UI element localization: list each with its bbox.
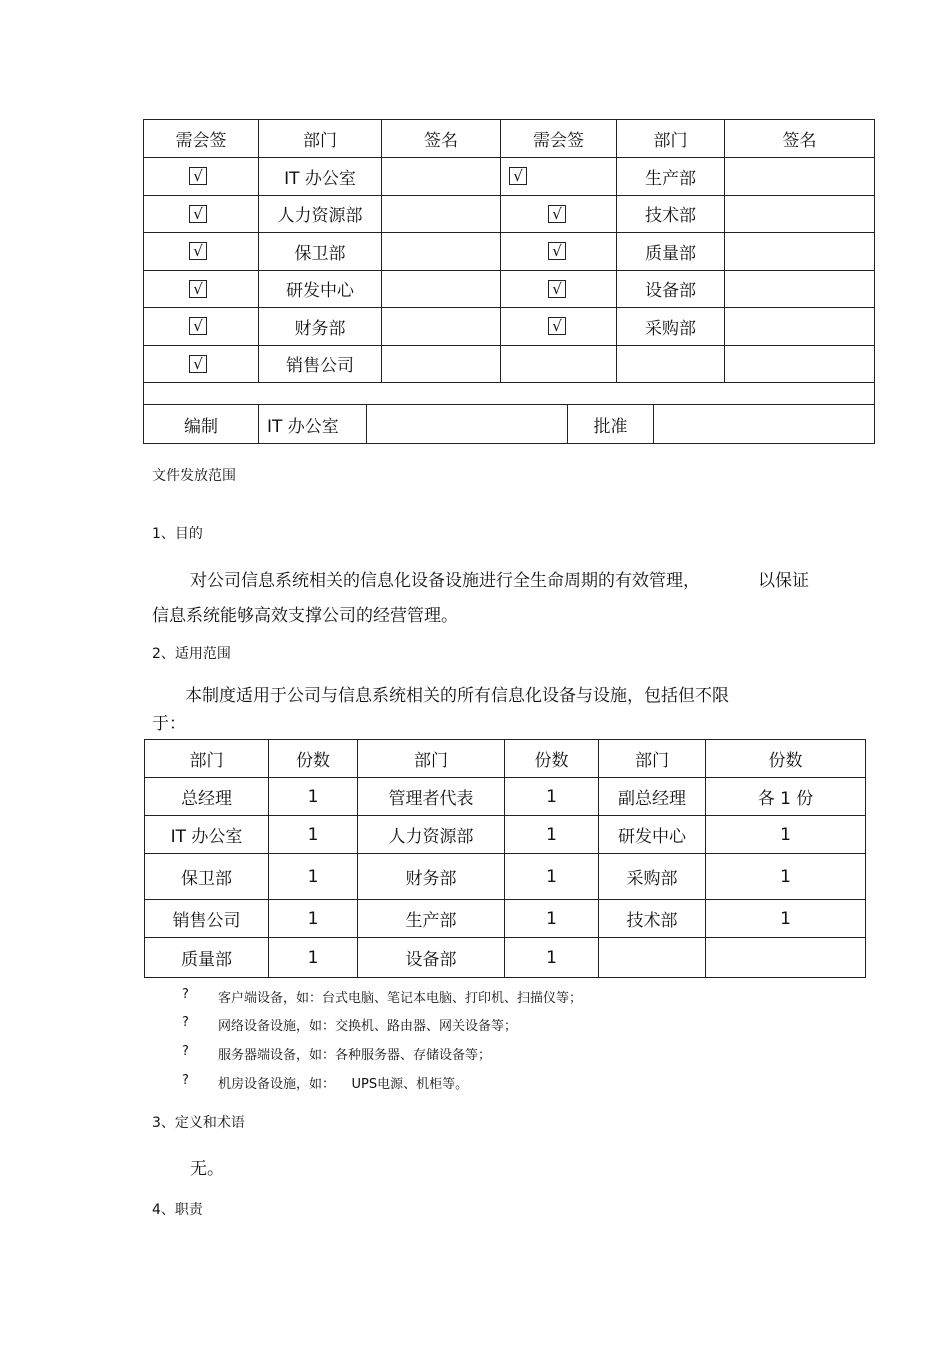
dept-cell: 副总经理 bbox=[599, 778, 706, 816]
dept-cell: 人力资源部 bbox=[358, 816, 505, 854]
dept-cell: 总经理 bbox=[145, 778, 269, 816]
need-sign-cell bbox=[144, 270, 259, 308]
signature-cell[interactable] bbox=[382, 345, 501, 383]
section2-text-line1: 本制度适用于公司与信息系统相关的所有信息化设备与设施，包括但不限 bbox=[185, 686, 729, 706]
header-copies: 份数 bbox=[505, 740, 599, 778]
dept-cell: 采购部 bbox=[599, 854, 706, 900]
dept-cell: 财务部 bbox=[358, 854, 505, 900]
need-sign-cell bbox=[144, 345, 259, 383]
signature-cell[interactable] bbox=[382, 308, 501, 346]
distribution-header-row bbox=[145, 740, 866, 778]
section1-heading: 1、目的 bbox=[152, 526, 203, 542]
header-dept: 部门 bbox=[259, 120, 382, 158]
countersign-row bbox=[144, 345, 875, 383]
copies-cell: 1 bbox=[505, 816, 599, 854]
checkbox-checked-icon[interactable]: √ bbox=[189, 355, 207, 373]
header-need-sign: 需会签 bbox=[501, 120, 617, 158]
need-sign-cell bbox=[144, 233, 259, 271]
copies-cell: 1 bbox=[505, 778, 599, 816]
distribution-table bbox=[144, 739, 866, 978]
copies-cell: 1 bbox=[505, 900, 599, 938]
dept-cell: 销售公司 bbox=[259, 345, 382, 383]
distribution-row bbox=[145, 854, 866, 900]
signature-cell[interactable] bbox=[725, 270, 875, 308]
dept-cell: 研发中心 bbox=[599, 816, 706, 854]
signature-cell[interactable] bbox=[725, 195, 875, 233]
header-copies: 份数 bbox=[706, 740, 866, 778]
need-sign-cell bbox=[144, 158, 259, 196]
countersign-row bbox=[144, 233, 875, 271]
checkbox-checked-icon[interactable]: √ bbox=[509, 167, 527, 185]
checkbox-checked-icon[interactable]: √ bbox=[548, 205, 566, 223]
header-copies: 份数 bbox=[269, 740, 358, 778]
countersign-table bbox=[143, 119, 875, 406]
signature-cell[interactable] bbox=[382, 195, 501, 233]
countersign-row bbox=[144, 308, 875, 346]
distribution-row bbox=[145, 816, 866, 854]
section1-text-line2: 信息系统能够高效支撑公司的经营管理。 bbox=[152, 606, 458, 626]
dept-cell: 采购部 bbox=[617, 308, 725, 346]
section2-heading: 2、适用范围 bbox=[152, 646, 231, 662]
signature-cell[interactable] bbox=[725, 308, 875, 346]
countersign-row bbox=[144, 195, 875, 233]
signature-cell[interactable] bbox=[725, 158, 875, 196]
dept-cell: 设备部 bbox=[617, 270, 725, 308]
dept-cell: 质量部 bbox=[617, 233, 725, 271]
approve-label: 批准 bbox=[568, 405, 654, 444]
countersign-row bbox=[144, 270, 875, 308]
dept-cell: 财务部 bbox=[259, 308, 382, 346]
need-sign-cell bbox=[144, 308, 259, 346]
need-sign-cell bbox=[501, 308, 617, 346]
countersign-row bbox=[144, 158, 875, 196]
checkbox-checked-icon[interactable]: √ bbox=[189, 317, 207, 335]
copies-cell: 1 bbox=[269, 854, 358, 900]
copies-cell: 1 bbox=[706, 816, 866, 854]
header-need-sign: 需会签 bbox=[144, 120, 259, 158]
bullet-item: 机房设备设施，如： UPS电源、机柜等。 bbox=[218, 1077, 469, 1092]
distribution-row bbox=[145, 778, 866, 816]
dept-cell: 人力资源部 bbox=[259, 195, 382, 233]
copies-cell bbox=[706, 938, 866, 978]
dept-cell: 技术部 bbox=[599, 900, 706, 938]
dept-cell: 研发中心 bbox=[259, 270, 382, 308]
dept-cell: 销售公司 bbox=[145, 900, 269, 938]
header-dept: 部门 bbox=[145, 740, 269, 778]
need-sign-cell bbox=[501, 233, 617, 271]
section1-text-line1: 对公司信息系统相关的信息化设备设施进行全生命周期的有效管理， bbox=[190, 571, 700, 591]
bullet-marker: ? bbox=[182, 1073, 189, 1088]
copies-cell: 各 1 份 bbox=[706, 778, 866, 816]
need-sign-cell bbox=[501, 158, 617, 196]
bullet-item: 服务器端设备，如：各种服务器、存储设备等； bbox=[218, 1048, 492, 1063]
header-signature: 签名 bbox=[725, 120, 875, 158]
signature-cell[interactable] bbox=[382, 270, 501, 308]
header-dept: 部门 bbox=[358, 740, 505, 778]
checkbox-checked-icon[interactable]: √ bbox=[548, 317, 566, 335]
bullet-item: 客户端设备，如：台式电脑、笔记本电脑、打印机、扫描仪等； bbox=[218, 991, 583, 1006]
checkbox-checked-icon[interactable]: √ bbox=[189, 167, 207, 185]
signature-cell[interactable] bbox=[382, 158, 501, 196]
copies-cell: 1 bbox=[269, 938, 358, 978]
section3-text: 无。 bbox=[190, 1159, 224, 1179]
copies-cell: 1 bbox=[706, 854, 866, 900]
approval-table bbox=[143, 404, 875, 444]
dept-cell: IT 办公室 bbox=[145, 816, 269, 854]
dept-cell: 质量部 bbox=[145, 938, 269, 978]
dept-cell: IT 办公室 bbox=[259, 158, 382, 196]
copies-cell: 1 bbox=[505, 854, 599, 900]
dept-cell: 技术部 bbox=[617, 195, 725, 233]
need-sign-cell bbox=[501, 270, 617, 308]
header-dept: 部门 bbox=[599, 740, 706, 778]
header-signature: 签名 bbox=[382, 120, 501, 158]
need-sign-cell bbox=[501, 345, 617, 383]
spacer-row bbox=[144, 383, 875, 406]
copies-cell: 1 bbox=[706, 900, 866, 938]
approve-signature-cell[interactable] bbox=[654, 405, 875, 444]
checkbox-checked-icon[interactable]: √ bbox=[189, 280, 207, 298]
signature-cell[interactable] bbox=[382, 233, 501, 271]
copies-cell: 1 bbox=[269, 816, 358, 854]
copies-cell: 1 bbox=[505, 938, 599, 978]
dept-cell: 保卫部 bbox=[259, 233, 382, 271]
section2-text-line2: 于： bbox=[152, 714, 186, 734]
bullet-item: 网络设备设施，如：交换机、路由器、网关设备等； bbox=[218, 1019, 518, 1034]
compile-label: 编制 bbox=[144, 405, 259, 444]
checkbox-checked-icon[interactable]: √ bbox=[189, 242, 207, 260]
bullet-marker: ? bbox=[182, 1015, 189, 1030]
checkbox-checked-icon[interactable]: √ bbox=[548, 280, 566, 298]
distribution-row bbox=[145, 900, 866, 938]
signature-cell[interactable] bbox=[725, 345, 875, 383]
dept-cell: 保卫部 bbox=[145, 854, 269, 900]
copies-cell: 1 bbox=[269, 778, 358, 816]
section4-heading: 4、职责 bbox=[152, 1202, 203, 1218]
dept-cell bbox=[617, 345, 725, 383]
checkbox-checked-icon[interactable]: √ bbox=[189, 205, 207, 223]
compile-value: IT 办公室 bbox=[259, 405, 367, 444]
approval-row bbox=[144, 405, 875, 444]
section1-text-line1-end: 以保证 bbox=[758, 571, 809, 591]
distribution-scope-label: 文件发放范围 bbox=[152, 468, 236, 484]
copies-cell: 1 bbox=[269, 900, 358, 938]
dept-cell bbox=[599, 938, 706, 978]
distribution-row bbox=[145, 938, 866, 978]
spacer-cell bbox=[144, 383, 875, 406]
dept-cell: 管理者代表 bbox=[358, 778, 505, 816]
compile-signature-cell[interactable] bbox=[367, 405, 568, 444]
checkbox-checked-icon[interactable]: √ bbox=[548, 242, 566, 260]
dept-cell: 生产部 bbox=[358, 900, 505, 938]
bullet-marker: ? bbox=[182, 987, 189, 1002]
dept-cell: 设备部 bbox=[358, 938, 505, 978]
need-sign-cell bbox=[144, 195, 259, 233]
section3-heading: 3、定义和术语 bbox=[152, 1115, 245, 1131]
header-dept: 部门 bbox=[617, 120, 725, 158]
signature-cell[interactable] bbox=[725, 233, 875, 271]
dept-cell: 生产部 bbox=[617, 158, 725, 196]
need-sign-cell bbox=[501, 195, 617, 233]
bullet-marker: ? bbox=[182, 1044, 189, 1059]
countersign-header-row bbox=[144, 120, 875, 158]
